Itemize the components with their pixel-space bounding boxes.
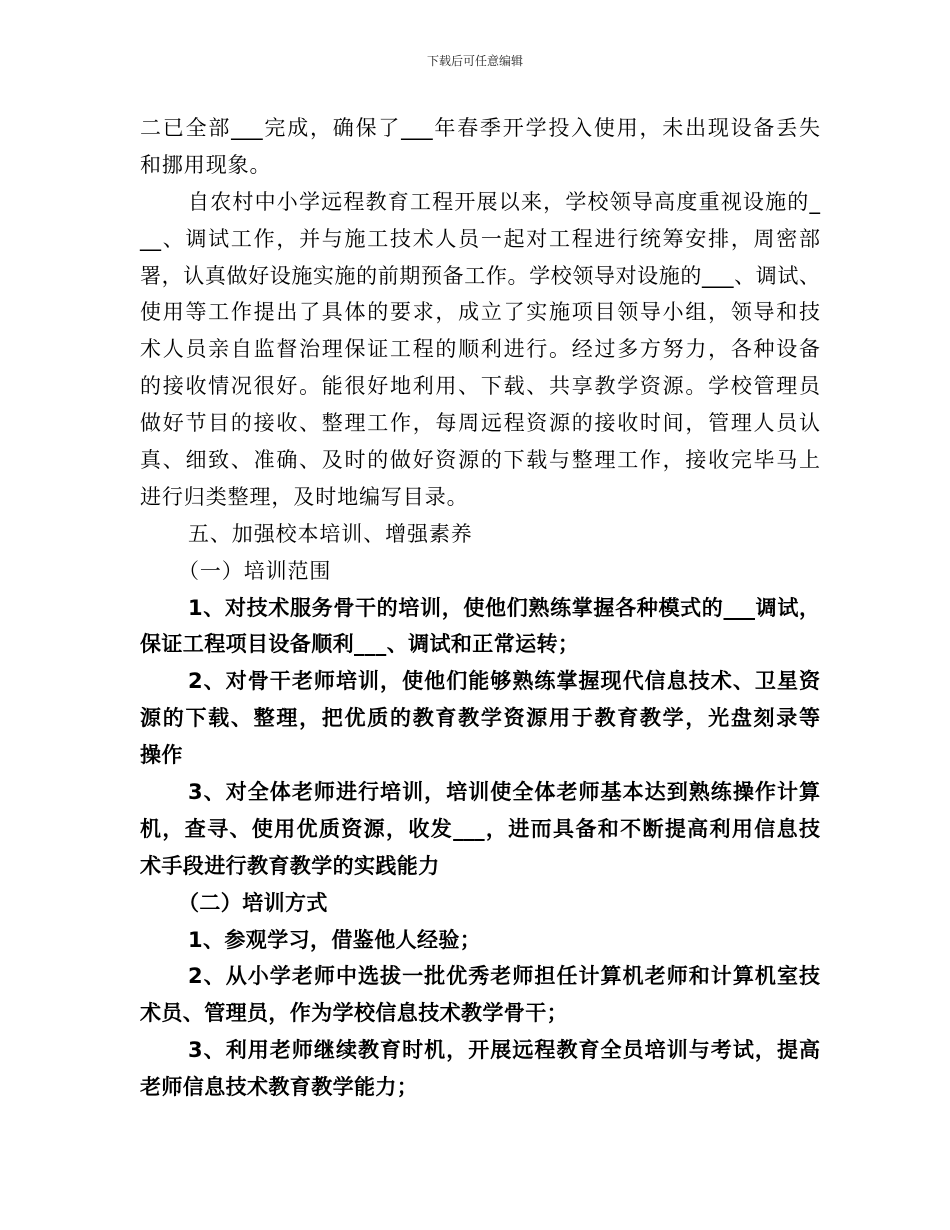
- text-line: 2、从小学老师中选拔一批优秀老师担任计算机老师和计算机室技: [188, 964, 820, 989]
- text-line: 五、加强校本培训、增强素养: [188, 521, 473, 546]
- text-line: 术人员亲自监督治理保证工程的顺利进行。经过多方努力，各种设备: [140, 337, 820, 362]
- text-line: 真、细致、准确、及时的做好资源的下载与整理工作，接收完毕马上: [140, 448, 820, 473]
- page-header: 下载后可任意编辑: [426, 54, 523, 68]
- text-line: 使用等工作提出了具体的要求，成立了实施项目领导小组，领导和技: [140, 300, 820, 325]
- text-line: 术手段进行教育教学的实践能力: [140, 853, 440, 878]
- text-line: 做好节目的接收、整理工作，每周远程资源的接收时间，管理人员认: [140, 411, 820, 436]
- text-line: 保证工程项目设备顺利___、调试和正常运转；: [140, 632, 580, 657]
- text-line: 操作: [140, 743, 183, 768]
- text-line: （二）培训方式: [178, 890, 328, 915]
- text-line: 和挪用现象。: [140, 152, 272, 177]
- text-line: __、调试工作，并与施工技术人员一起对工程进行统筹安排，周密部: [140, 226, 820, 251]
- text-line: 3、对全体老师进行培训，培训使全体老师基本达到熟练操作计算: [188, 780, 820, 805]
- text-line: （一）培训范围: [178, 558, 332, 583]
- text-line: 自农村中小学远程教育工程开展以来，学校领导高度重视设施的_: [188, 189, 820, 214]
- text-line: 进行归类整理，及时地编写目录。: [140, 484, 469, 509]
- text-line: 老师信息技术教育教学能力；: [140, 1075, 419, 1100]
- text-line: 机，查寻、使用优质资源，收发___，进而具备和不断提高利用信息技: [140, 816, 820, 841]
- text-line: 术员、管理员，作为学校信息技术教学骨干；: [140, 1001, 568, 1026]
- text-line: 1、参观学习，借鉴他人经验；: [188, 927, 482, 952]
- text-line: 的接收情况很好。能很好地利用、下载、共享教学资源。学校管理员: [140, 374, 820, 399]
- text-line: 2、对骨干老师培训，使他们能够熟练掌握现代信息技术、卫星资: [188, 669, 820, 694]
- text-line: 3、利用老师继续教育时机，开展远程教育全员培训与考试，提高: [188, 1038, 820, 1063]
- text-line: 二已全部___完成，确保了___年春季开学投入使用，未出现设备丢失: [140, 116, 820, 140]
- text-line: 源的下载、整理，把优质的教育教学资源用于教育教学，光盘刻录等: [140, 706, 820, 731]
- text-line: 署，认真做好设施实施的前期预备工作。学校领导对设施的___、调试、: [140, 263, 820, 288]
- document-body: [140, 110, 820, 1106]
- text-line: 1、对技术服务骨干的培训，使他们熟练掌握各种模式的___调试，: [188, 595, 820, 620]
